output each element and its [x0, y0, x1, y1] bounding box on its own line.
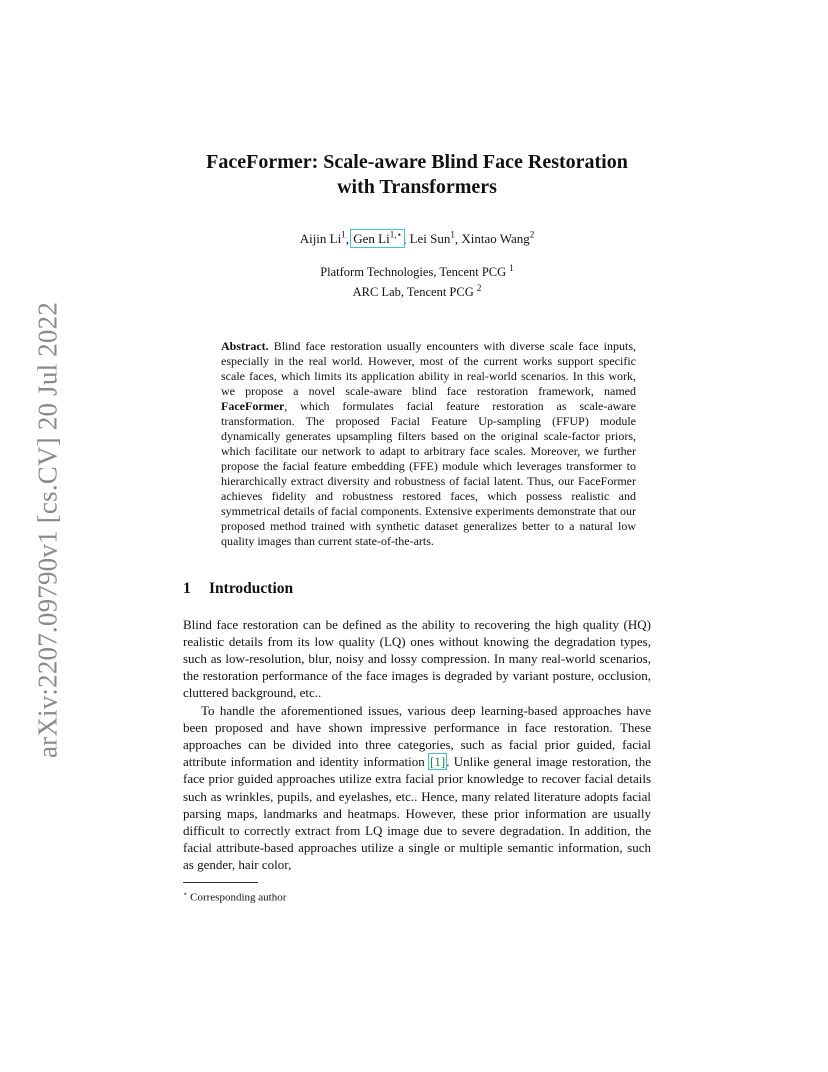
arxiv-identifier: arXiv:2207.09790v1 [cs.CV] 20 Jul 2022 — [32, 301, 63, 759]
author-link-gen-li[interactable]: Gen $Li^{1,⋆}$ — [353, 230, 403, 247]
abstract-text-cont: , which formulates facial feature restoration as scale-aware transformation. The proposed Facial Feature Up-sampling (FFUP) module dynamically generates upsampling filters based on the original scale-factor priors, which facilitate our network to adapt to arbitrary face scales. Moreover, we further propose the facial feature embedding (FFE) module which leverages transformer to hierarchically extract diversity and robustness of facial latent. Thus, our FaceFormer achieves fidelity and robustness restored faces, which possess realistic and symmetrical details of facial components. Extensive experiments demonstrate that our proposed method trained with synthetic dataset generalizes better to a natural low quality images than current state-of-the-arts. — [221, 398, 636, 548]
title-line-2: with Transformers — [337, 176, 497, 198]
footnote-divider — [183, 882, 258, 883]
intro-paragraph-1: Blind face restoration can be defined as the ability to recovering the high quality (HQ) realistic details from its low quality (LQ) ones without knowing the degradation types, such as low-resolution, blur, noisy and lossy compression. In many real-world scenarios, the restoration performance of the face images is degraded by variant posture, occlusion, cluttered background, etc.. — [183, 616, 651, 701]
section-heading — [183, 579, 651, 599]
abstract-bold-term: FaceFormer — [221, 398, 285, 413]
author: Aijin Li$^1$ — [299, 230, 346, 247]
footnote-text: Corresponding author — [190, 891, 287, 904]
author: Xintao Wang$^2$ — [461, 230, 535, 247]
title-line-1: FaceFormer: Scale-aware Blind Face Restoration — [206, 151, 628, 173]
abstract-text: Blind face restoration usually encounters with diverse scale face inputs, especially in the real world. However, most of the current works support specific scale faces, which limits its application ability in real-world scenarios. In this work, we propose a novel scale-aware blind face restoration framework, named — [221, 338, 636, 398]
section-title: Introduction — [209, 579, 294, 597]
abstract — [221, 339, 636, 549]
footnote-mark: ⋆ — [183, 889, 188, 898]
intro-paragraph-2: To handle the aforementioned issues, various deep learning-based approaches have been proposed and have shown impressive performance in face restoration. These approaches can be divided into three categories, such as facial prior guided, facial attribute information and identity information [1]. Unlike general image restoration, the face prior guided approaches utilize extra facial prior knowledge to recover facial details such as wrinkles, pupils, and eyelashes, etc.. Hence, many related literature adopts facial parsing maps, landmarks and heatmaps. However, these prior information are usually difficult to correctly extract from LQ image due to severe degradation. In addition, the facial attribute-based approaches utilize a single or multiple semantic information, such as gender, hair color, — [183, 702, 652, 873]
affiliation-2: ARC Lab, Tencent PCG $^2$ — [352, 283, 482, 300]
author-list: Aijin Li$^1$, Gen $Li^{1,⋆}$, Lei Sun$^1$, Xintao Wang$^2$ — [299, 230, 535, 247]
affiliations — [183, 260, 651, 300]
footnote — [183, 887, 651, 905]
abstract-label: Abstract. — [221, 338, 269, 353]
author: Lei Sun$^1$ — [409, 230, 455, 247]
paper-title — [183, 150, 651, 200]
citation-link[interactable]: [1] — [430, 754, 446, 770]
affiliation-1: Platform Technologies, Tencent PCG $^1$ — [320, 263, 514, 280]
arxiv-sidebar — [30, 300, 66, 760]
section-number: 1 — [183, 579, 191, 597]
paper-page — [183, 150, 651, 904]
